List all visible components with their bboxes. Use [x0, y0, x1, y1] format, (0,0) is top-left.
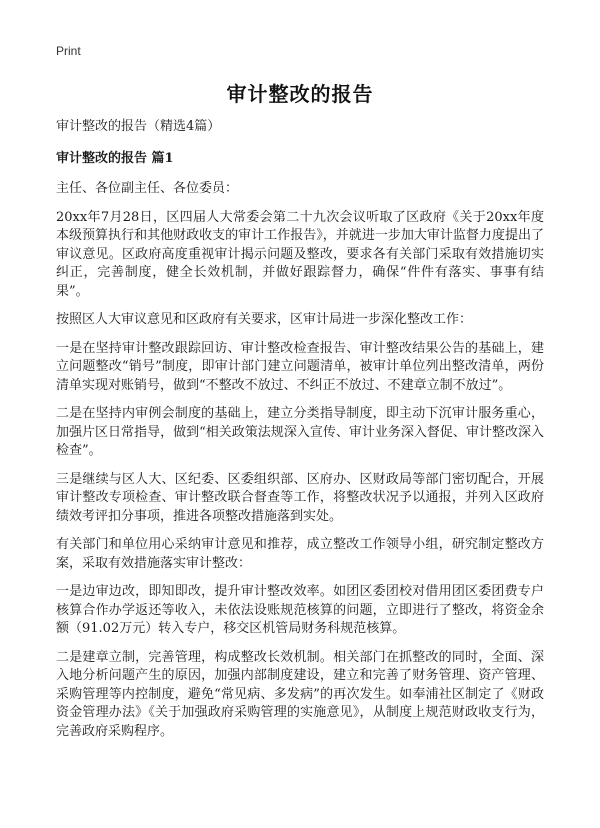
paragraph-salutation: 主任、各位副主任、各位委员：	[56, 181, 239, 196]
paragraph-measure-2: 二是建章立制，完善管理，构成整改长效机制。相关部门在抓整改的同时，全面、深入地分析问题产生的原因，加强内部制度建设，建立和完善了财务管理、资产管理、采购管理等内控制度，避免“常见病、多发病”的再次发生。如奉浦社区制定了《财政资金管理办法》《关于加强政府采购管理的实施意见》，从制度上规范财政收支行为，完善政府采购程序。	[56, 649, 544, 739]
paragraph-point-2: 二是在坚持内审例会制度的基础上，建立分类指导制度，即主动下沉审计服务重心，加强片区日常指导，做到“相关政策法规深入宣传、审计业务深入督促、审计整改深入检查”。	[56, 406, 544, 458]
paragraph-measure-1: 一是边审边改，即知即改，提升审计整改效率。如团区委团校对借用团区委团费专户核算合作办学返还等收入，未依法设账规范核算的问题，立即进行了整改，将资金余额（91.02万元）转入专户，移交区机管局财务科规范核算。	[56, 584, 544, 636]
paragraph-point-1: 一是在坚持审计整改跟踪回访、审计整改检查报告、审计整改结果公告的基础上，建立问题整改“销号”制度，即审计部门建立问题清单，被审计单位列出整改清单，两份清单实现对账销号，做到“不整改不放过、不纠正不放过、不建章立制不放过”。	[56, 340, 544, 393]
paragraph-point-3: 三是继续与区人大、区纪委、区委组织部、区府办、区财政局等部门密切配合，开展审计整改专项检查、审计整改联合督查等工作，将整改状况予以通报，并列入区政府绩效考评扣分事项，推进各项整改措施落到实处。	[56, 471, 544, 524]
section-heading: 审计整改的报告 篇1	[56, 151, 174, 166]
paragraph-requirements: 按照区人大审议意见和区政府有关要求，区审计局进一步深化整改工作：	[56, 312, 473, 327]
paragraph-departments: 有关部门和单位用心采纳审计意见和推荐，成立整改工作领导小组，研究制定整改方案，采取有效措施落实审计整改：	[56, 537, 544, 571]
paragraph-intro: 20xx年7月28日，区四届人大常委会第二十九次会议听取了区政府《关于20xx年度本级预算执行和其他财政收支的审计工作报告》，并就进一步加大审计监督力度提出了审议意见。区政府高度重视审计揭示问题及整改，要求各有关部门采取有效措施切实纠正，完善制度，健全长效机制，并做好跟踪督力，确保“件件有落实、事事有结果”。	[56, 209, 544, 299]
print-label: Print	[56, 44, 81, 58]
page-title: 审计整改的报告	[226, 82, 374, 106]
document-subtitle: 审计整改的报告（精选4篇）	[56, 119, 221, 134]
document-body	[56, 118, 544, 751]
